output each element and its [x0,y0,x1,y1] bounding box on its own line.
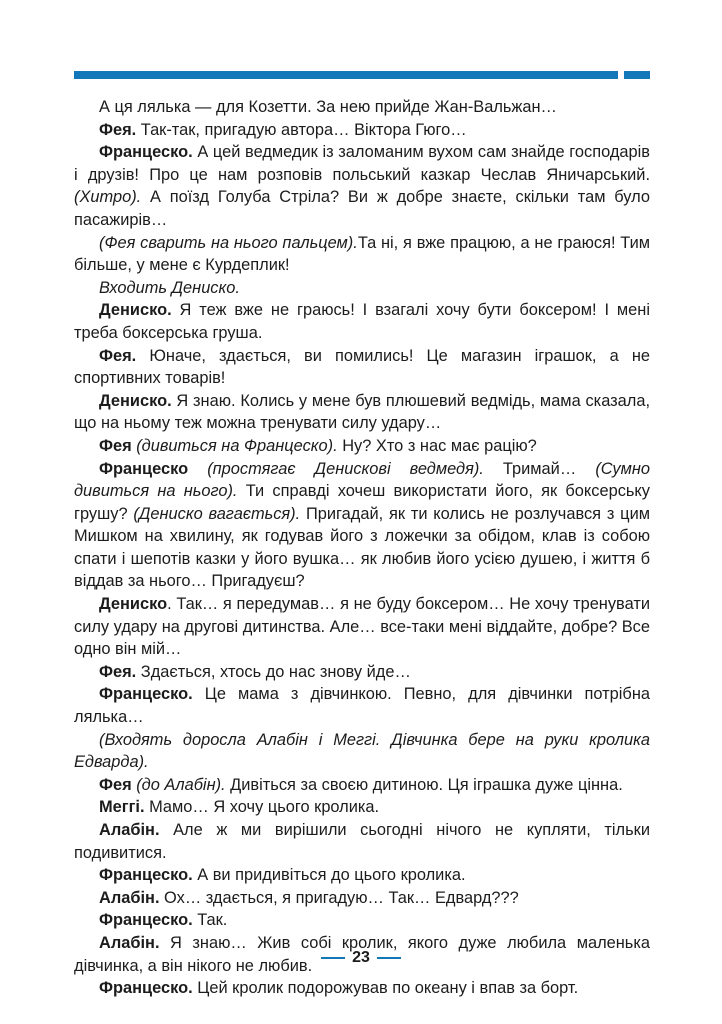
dialogue-text: Тримай… [483,459,596,478]
paragraph [74,345,650,390]
paragraph [74,299,650,344]
speaker-name: Фея. [99,120,137,139]
dialogue-text: А ви придивіться до цього кролика. [192,866,466,885]
paragraph [74,909,650,932]
dialogue-text: Дивіться за своєю дитиною. Ця іграшка дуже цінна. [225,775,623,794]
footer-dash-right [377,957,401,959]
speaker-name: Фея [99,436,132,455]
speaker-name: Фея. [99,662,137,681]
stage-direction: (Входять доросла Алабін і Меггі. Дівчинка бере на руки кролика Едварда). [74,730,650,772]
stage-direction: (Хитро). [74,188,142,207]
paragraph [74,458,650,594]
header-rule-end [624,71,650,79]
speaker-name: Фея [99,775,132,794]
paragraph [74,390,650,435]
paragraph [74,796,650,819]
dialogue-text: А ця лялька — для Козетти. За нею прийде Жан-Вальжан… [99,98,557,116]
paragraph [74,119,650,142]
stage-direction: (простягає Денискові ведмедя). [188,459,484,478]
stage-direction: (Сумно дивиться на нього). [74,459,650,501]
paragraph [74,819,650,864]
paragraph [74,661,650,684]
speaker-name: Алабін. [99,933,160,952]
dialogue-text: Юначе, здається, ви помились! Це магазин іграшок, а не спортивних товарів! [74,346,650,388]
paragraph [74,277,650,300]
dialogue-text: Мамо… Я хочу цього кролика. [144,798,380,817]
dialogue-text: Так-так, пригадую автора… Віктора Гюго… [136,120,467,139]
paragraph [74,593,650,661]
dialogue-text: Це мама з дівчинкою. Певно, для дівчинки потрібна лялька… [74,685,650,727]
footer-dash-left [321,957,345,959]
header-rule [74,71,618,79]
speaker-name: Алабін. [99,888,160,907]
dialogue-text: Ну? Хто з нас має рацію? [337,436,537,455]
dialogue-text: Ти справді хочеш використати його, як боксерську грушу? [74,482,650,523]
paragraph [74,887,650,910]
speaker-name: Меггі. [99,798,145,817]
speaker-name: Дениско [99,595,168,614]
dialogue-text: Цей кролик подорожував по океану і впав за борт. [192,979,579,998]
paragraph [74,864,650,887]
stage-direction: (Дениско вагається). [133,504,301,523]
paragraph [74,729,650,774]
page-footer [0,946,722,970]
speaker-name: Алабін. [99,821,160,839]
paragraph [74,683,650,728]
dialogue-text: Але ж ми вирішили сьогодні нічого не купляти, тільки подивитися. [74,821,650,862]
paragraph [74,435,650,458]
dialogue-text: Так. [192,911,228,930]
stage-direction: (до Алабін). [131,775,226,794]
speaker-name: Францеско [99,459,189,478]
stage-direction: (дивиться на Францеско). [131,436,338,455]
speaker-name: Дениско. [99,301,172,320]
dialogue-text: Я теж вже не граюсь! І взагалі хочу бути боксером! І мені треба боксерська груша. [74,301,650,342]
stage-direction: Входить Дениско. [99,278,240,297]
paragraph [74,141,650,231]
dialogue-text: Та ні, я вже працюю, а не граюся! Тим більше, у мене є Курдеплик! [74,233,651,275]
paragraph [74,232,650,277]
speaker-name: Дениско. [99,391,172,410]
dialogue-text: А цей ведмедик із заломаним вухом сам знайде господарів і друзів! Про це нам розповів польський казкар Чеслав Яничарський. [74,143,650,184]
paragraph [74,774,650,797]
dialogue-text: А поїзд Голуба Стріла? Ви ж добре знаєте, скільки там було пасажирів… [74,188,650,229]
stage-direction: (Фея сварить на нього пальцем). [99,233,358,252]
paragraph [74,96,650,119]
dialogue-text: Ох… здається, я пригадую… Так… Едвард??? [159,888,519,907]
dialogue-text: Я знаю. Колись у мене був плюшевий ведмідь, мама сказала, що на ньому теж можна тренувати силу удару… [74,391,650,433]
speaker-name: Францеско. [99,143,193,162]
dialogue-text: Здається, хтось до нас знову йде… [136,662,411,681]
dialogue-text: Я знаю… Жив собі кролик, якого дуже любила маленька дівчинка, а він нікого не любив. [74,933,650,975]
dialogue-text: . Так… я передумав… я не буду боксером… Не хочу тренувати силу удару на другові дитинства. Але… все-таки мені віддайте, добре? Все одно він мій… [74,595,650,659]
speaker-name: Францеско. [99,866,193,885]
play-text [74,96,650,1000]
speaker-name: Фея. [99,346,137,365]
paragraph [74,977,650,1000]
speaker-name: Францеско. [99,685,193,704]
page-number: 23 [352,949,370,966]
speaker-name: Францеско. [99,911,193,930]
speaker-name: Францеско. [99,979,193,998]
dialogue-text: Пригадай, як ти колись не розлучався з цим Мишком на хвилину, як годував його з ложечки за обідом, клав із собою спати і шепотів казки у його вушка… як любив його усією душею, і життя б віддав за нього… Пригадуєш? [74,504,650,591]
